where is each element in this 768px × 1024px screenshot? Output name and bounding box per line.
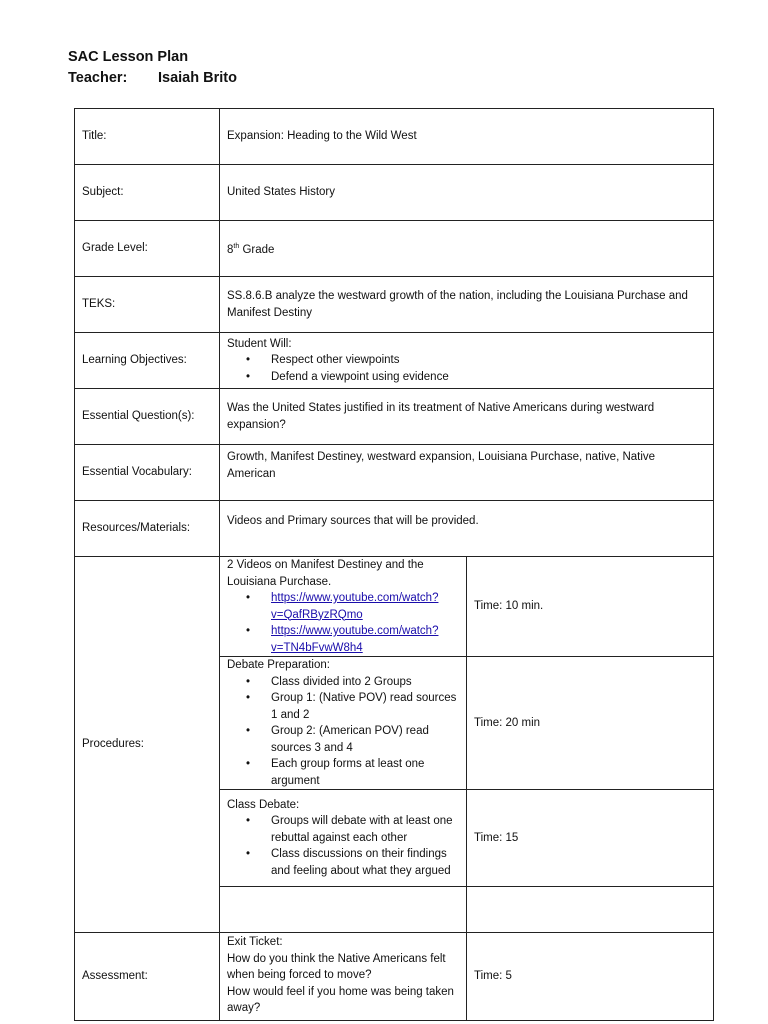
- grade-number: 8: [227, 243, 234, 256]
- label-essential-question: Essential Question(s):: [75, 389, 220, 445]
- label-learning-objectives: Learning Objectives:: [75, 333, 220, 389]
- list-item: [271, 590, 459, 623]
- list-item: • Groups will debate with at least one rebuttal against each other: [271, 813, 459, 846]
- label-grade-level: Grade Level:: [75, 221, 220, 277]
- label-assessment: Assessment:: [75, 933, 220, 1021]
- empty-time-cell: [467, 887, 714, 933]
- value-assessment: [220, 933, 467, 1021]
- list-item: • Each group forms at least one argument: [271, 756, 459, 789]
- list-item: [271, 623, 459, 656]
- value-learning-objectives: [220, 333, 714, 389]
- video-link-2[interactable]: https://www.youtube.com/watch?v=TN4bFvwW8h4: [271, 625, 439, 654]
- time-videos: Time: 10 min.: [467, 557, 714, 657]
- label-essential-vocabulary: Essential Vocabulary:: [75, 445, 220, 501]
- video-links-list: [227, 590, 459, 656]
- procedure-videos: [220, 557, 467, 657]
- value-teks: SS.8.6.B analyze the westward growth of the nation, including the Louisiana Purchase and Manifest Destiny: [220, 277, 714, 333]
- time-class-debate: Time: 15: [467, 790, 714, 887]
- empty-cell: [220, 887, 467, 933]
- value-grade-level: [220, 221, 714, 277]
- class-debate-intro: Class Debate:: [227, 798, 300, 811]
- objectives-intro: Student Will:: [227, 337, 292, 350]
- class-debate-list: [227, 813, 459, 879]
- label-resources: Resources/Materials:: [75, 501, 220, 557]
- value-title: Expansion: Heading to the Wild West: [220, 109, 714, 165]
- value-subject: United States History: [220, 165, 714, 221]
- objectives-list: [227, 352, 706, 385]
- video-link-1[interactable]: https://www.youtube.com/watch?v=QafRByzRQmo: [271, 592, 439, 621]
- value-essential-question: Was the United States justified in its treatment of Native Americans during westward expansion?: [220, 389, 714, 445]
- grade-word: Grade: [239, 243, 275, 256]
- row-subject: [75, 165, 714, 221]
- row-grade-level: [75, 221, 714, 277]
- teacher-label: Teacher:: [68, 70, 128, 86]
- label-procedures: Procedures:: [75, 557, 220, 933]
- document-title: SAC Lesson Plan: [68, 49, 189, 65]
- row-essential-vocabulary: [75, 445, 714, 501]
- label-subject: Subject:: [75, 165, 220, 221]
- list-item: • Class discussions on their findings and feeling about what they argued: [271, 846, 459, 879]
- grade-suffix: th: [233, 242, 240, 250]
- assessment-line: Exit Ticket:: [227, 936, 283, 948]
- label-teks: TEKS:: [75, 277, 220, 333]
- time-assessment: Time: 5: [467, 933, 714, 1021]
- row-title: [75, 109, 714, 165]
- row-procedure-videos: [75, 557, 714, 657]
- procedure-videos-intro: 2 Videos on Manifest Destiney and the Louisiana Purchase.: [227, 559, 424, 588]
- list-item: • Group 2: (American POV) read sources 3 and 4: [271, 723, 459, 756]
- list-item: • Class divided into 2 Groups: [271, 674, 459, 691]
- list-item: • Group 1: (Native POV) read sources 1 and 2: [271, 690, 459, 723]
- row-resources: [75, 501, 714, 557]
- list-item: • Defend a viewpoint using evidence: [271, 369, 706, 386]
- assessment-line: How would feel if you home was being taken away?: [227, 985, 454, 1014]
- procedure-debate-prep: [220, 657, 467, 790]
- debate-prep-list: [227, 674, 459, 790]
- label-title: Title:: [75, 109, 220, 165]
- time-debate-prep: Time: 20 min: [467, 657, 714, 790]
- list-item: • Respect other viewpoints: [271, 352, 706, 369]
- row-learning-objectives: [75, 333, 714, 389]
- teacher-line: [68, 68, 237, 89]
- row-essential-question: [75, 389, 714, 445]
- lesson-plan-table: [74, 108, 714, 1021]
- teacher-name: Isaiah Brito: [158, 70, 237, 86]
- row-assessment: [75, 933, 714, 1021]
- row-teks: [75, 277, 714, 333]
- value-resources: Videos and Primary sources that will be provided.: [220, 501, 714, 557]
- assessment-line: How do you think the Native Americans felt when being forced to move?: [227, 952, 446, 981]
- debate-prep-intro: Debate Preparation:: [227, 659, 330, 671]
- procedure-class-debate: [220, 790, 467, 887]
- value-essential-vocabulary: Growth, Manifest Destiney, westward expansion, Louisiana Purchase, native, Native American: [220, 445, 714, 501]
- document-header: [68, 47, 237, 89]
